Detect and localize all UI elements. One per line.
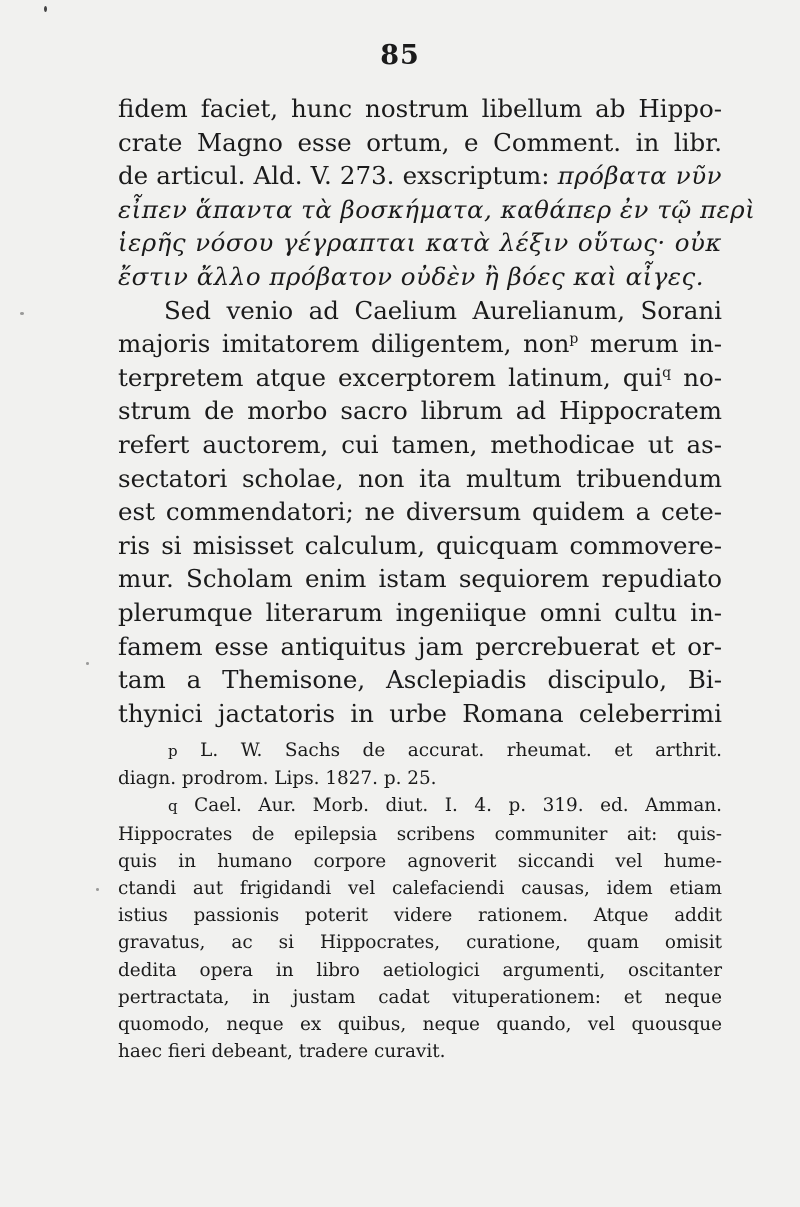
text-line: thynici jactatoris in urbe Romana celeberrimi [118, 698, 722, 728]
ink-speck [86, 662, 89, 665]
text-line: sectatori scholae, non ita multum tribuendum [118, 463, 722, 493]
footnote-q-line: pertractata, in justam cadat vituperationem: et neque [118, 986, 722, 1008]
text-fragment: de articul. Ald. V. 273. exscriptum: [118, 161, 550, 191]
footnote-p-line [118, 737, 722, 765]
main-text [118, 92, 756, 730]
ink-speck [44, 6, 47, 12]
greek-text-line: ἔστιν ἄλλο πρόβατον οὐδὲν ἢ βόες καὶ αἶγες. [118, 261, 705, 291]
footnote-mark-q: q [662, 364, 672, 381]
text-line [118, 159, 722, 193]
text-line: fidem faciet, hunc nostrum libellum ab Hippo- [118, 94, 722, 123]
ink-speck [96, 888, 99, 891]
text-line: ris si misisset calculum, quicquam commovere- [118, 530, 722, 560]
text-line: est commendatori; ne diversum quidem a cete- [118, 497, 722, 527]
text-line: refert auctorem, cui tamen, methodicae ut as- [118, 429, 722, 459]
footnote-q-line: istius passionis poterit videre rationem. Atque addit [118, 905, 722, 927]
footnote-q-line: dedita opera in libro aetiologici argumenti, oscitanter [118, 959, 722, 981]
footnotes [118, 737, 722, 1065]
footnote-q-line: gravatus, ac si Hippocrates, curatione, quam omisit [118, 932, 722, 954]
greek-quote: πρόβατα νῦν [557, 161, 722, 191]
footnote-text: L. W. Sachs de accurat. rheumat. et arthrit. [200, 740, 722, 761]
text-line: crate Magno esse ortum, e Comment. in libr. [118, 127, 722, 157]
footnote-p-line: diagn. prodrom. Lips. 1827. p. 25. [118, 768, 437, 790]
text-line: tam a Themisone, Asclepiadis discipulo, Bi- [118, 665, 722, 695]
footnote-q-line: haec fieri debeant, tradere curavit. [118, 1041, 446, 1063]
text-fragment: majoris imitatorem diligentem, non [118, 329, 570, 359]
text-fragment: no- [683, 362, 722, 392]
footnote-q-line: quomodo, neque ex quibus, neque quando, vel quousque [118, 1014, 722, 1036]
text-fragment: merum in- [590, 329, 723, 359]
text-line: mur. Scholam enim istam sequiorem repudiato [118, 564, 722, 594]
footnote-q-line [118, 792, 722, 820]
text-line [118, 361, 722, 395]
footnote-letter: q [168, 797, 178, 816]
text-line [118, 327, 722, 361]
paragraph-start-line: Sed venio ad Caelium Aurelianum, Sorani [164, 295, 722, 325]
footnote-q-line: quis in humano corpore agnoverit siccandi vel hume- [118, 850, 722, 872]
page-number: 85 [380, 40, 420, 71]
ink-speck [20, 312, 24, 315]
text-line: strum de morbo sacro librum ad Hippocratem [118, 396, 722, 426]
footnote-q-line: ctandi aut frigidandi vel calefaciendi causas, idem etiam [118, 878, 722, 900]
footnote-mark-p: p [569, 331, 579, 347]
footnote-text: Cael. Aur. Morb. diut. I. 4. p. 319. ed. Amman. [194, 795, 722, 817]
text-line: plerumque literarum ingeniique omni cultu in- [118, 597, 722, 627]
footnote-letter: p [168, 742, 178, 760]
footnote-q-line: Hippocrates de epilepsia scribens communiter ait: quis- [118, 823, 722, 845]
text-fragment: terpretem atque excerptorem latinum, qui [118, 362, 663, 392]
greek-text-line: ἱερῆς νόσου γέγραπται κατὰ λέξιν οὕτως· οὐκ [118, 228, 722, 258]
greek-text-line: εἶπεν ἅπαντα τὰ βοσκήματα, καθάπερ ἐν τῷ περὶ [118, 194, 756, 224]
text-line: famem esse antiquitus jam percrebuerat et or- [118, 631, 722, 661]
